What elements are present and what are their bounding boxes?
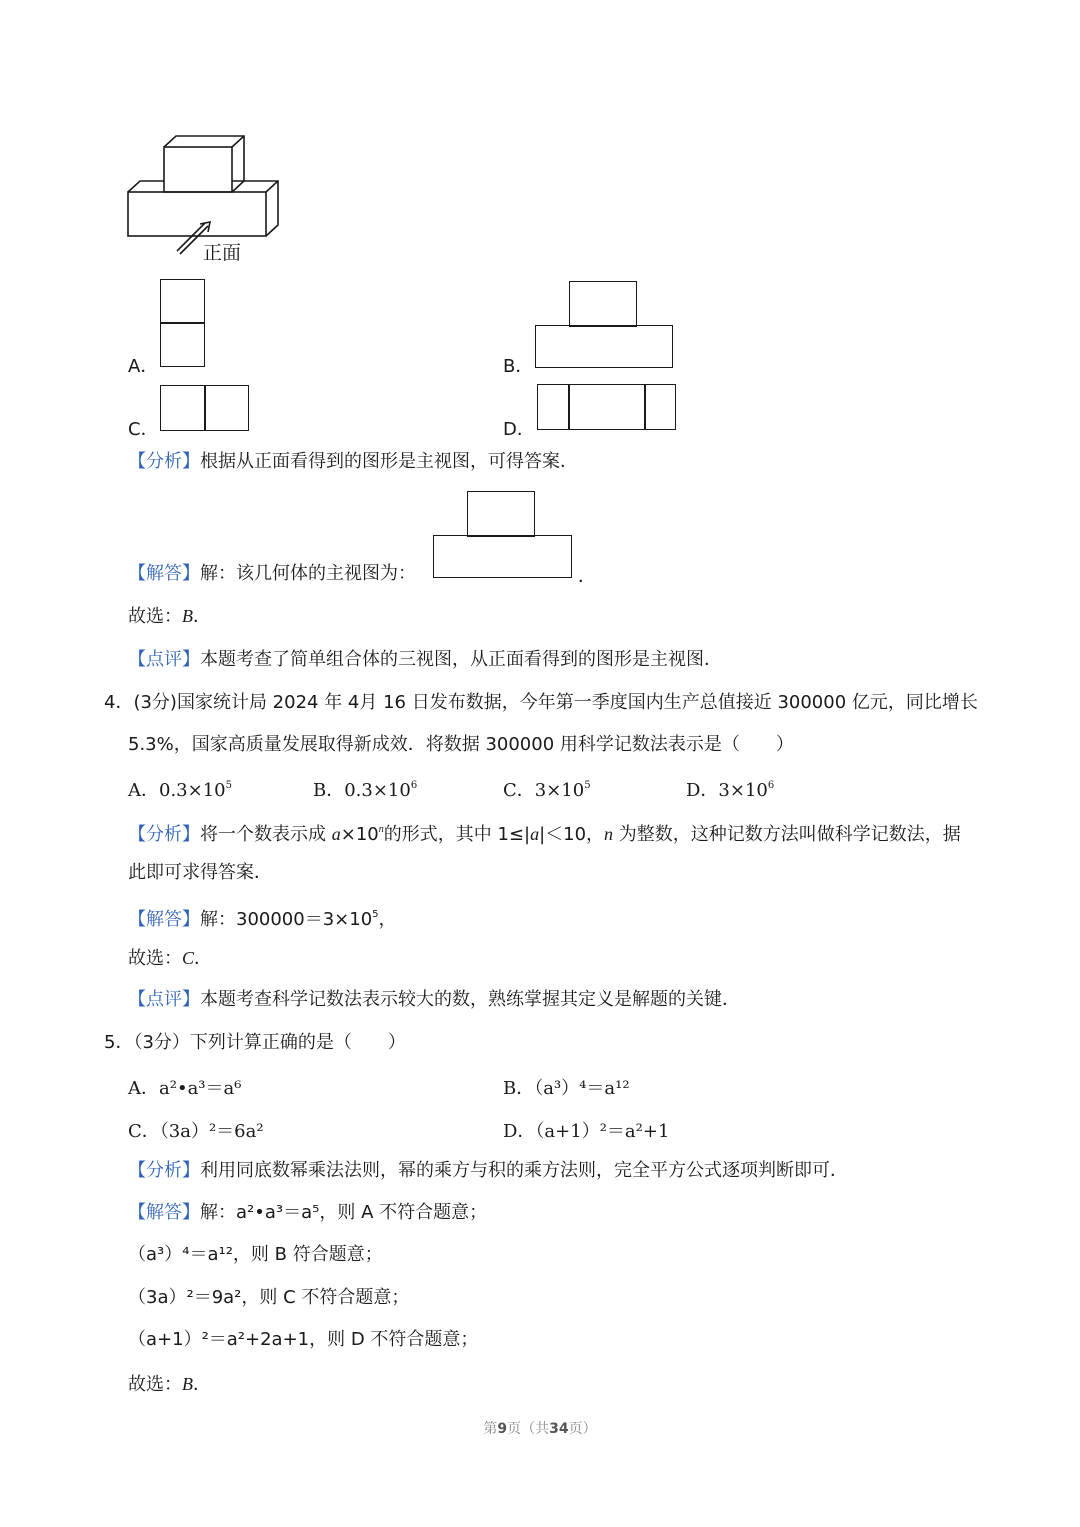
q4-stem-line2: 5.3%，国家高质量发展取得新成效．将数据 300000 用科学记数法表示是（ ） — [128, 734, 794, 755]
q4-option-a: A．$0.3\times 10^5$ — [128, 780, 232, 801]
q4-option-d: D．$3\times 10^6$ — [686, 780, 775, 801]
q5-answer-line3: （3a）²＝9a²，则 C 不符合题意； — [128, 1287, 410, 1308]
q5-choose: 故选：B． — [128, 1374, 211, 1395]
q5-answer: 【解答】解：a²•a³＝a⁵，则 A 不符合题意； — [128, 1202, 488, 1223]
q5-analysis: 【分析】利用同底数幂乘法法则，幂的乘方与积的乘方法则，完全平方公式逐项判断即可． — [128, 1160, 848, 1181]
q5-option-d: D．（a+1）²＝a²+1 — [503, 1121, 670, 1142]
q3-answer: 【解答】解：该几何体的主视图为： — [128, 563, 416, 584]
comment-tag: 【点评】 — [128, 649, 200, 670]
q3-analysis: 【分析】根据从正面看得到的图形是主视图，可得答案． — [128, 451, 578, 472]
q4-answer: 【解答】解：$300000=3\times 10^5$， — [128, 909, 397, 930]
q4-analysis-line2: 此即可求得答案． — [128, 862, 272, 883]
q4-stem-line1: 4．(3分)国家统计局 2024 年 4月 16 日发布数据，今年第一季度国内生产总值接近 300000 亿元，同比增长 — [104, 692, 978, 713]
front-label: 正面 — [203, 242, 242, 264]
q3-answer-end: ． — [578, 566, 596, 587]
option-a-label: A． — [128, 356, 159, 377]
analysis-tag: 【分析】 — [128, 451, 200, 472]
q5-option-c: C．（3a）²＝6a² — [128, 1121, 264, 1142]
q4-analysis: 【分析】将一个数表示成 $a\times 10^n$的形式，其中 1≤|a|＜10，n 为整数，这种记数方法叫做科学记数法，据 — [128, 824, 961, 845]
q4-choose: 故选：C． — [128, 948, 213, 969]
q3-comment: 【点评】本题考查了简单组合体的三视图，从正面看得到的图形是主视图． — [128, 649, 722, 670]
page-footer: 第9页（共34页） — [483, 1421, 597, 1437]
q4-option-b: B．$0.3\times 10^6$ — [313, 780, 418, 801]
q5-answer-line4: （a+1）²＝a²+2a+1，则 D 不符合题意； — [128, 1329, 479, 1350]
q3-choose: 故选：B． — [128, 606, 211, 627]
option-c-label: C． — [128, 419, 159, 440]
q5-option-b: B．（a³）⁴＝a¹² — [503, 1078, 630, 1099]
q5-option-a: A．a²•a³＝a⁶ — [128, 1078, 242, 1099]
q5-stem: 5．（3分）下列计算正确的是（ ） — [104, 1032, 406, 1053]
q4-comment: 【点评】本题考查科学记数法表示较大的数，熟练掌握其定义是解题的关键． — [128, 989, 740, 1010]
q4-option-c: C．$3\times 10^5$ — [503, 780, 591, 801]
option-b-label: B． — [503, 356, 534, 377]
answer-tag: 【解答】 — [128, 563, 200, 584]
q5-answer-line2: （a³）⁴＝a¹²，则 B 符合题意； — [128, 1244, 383, 1265]
option-d-label: D． — [503, 419, 535, 440]
